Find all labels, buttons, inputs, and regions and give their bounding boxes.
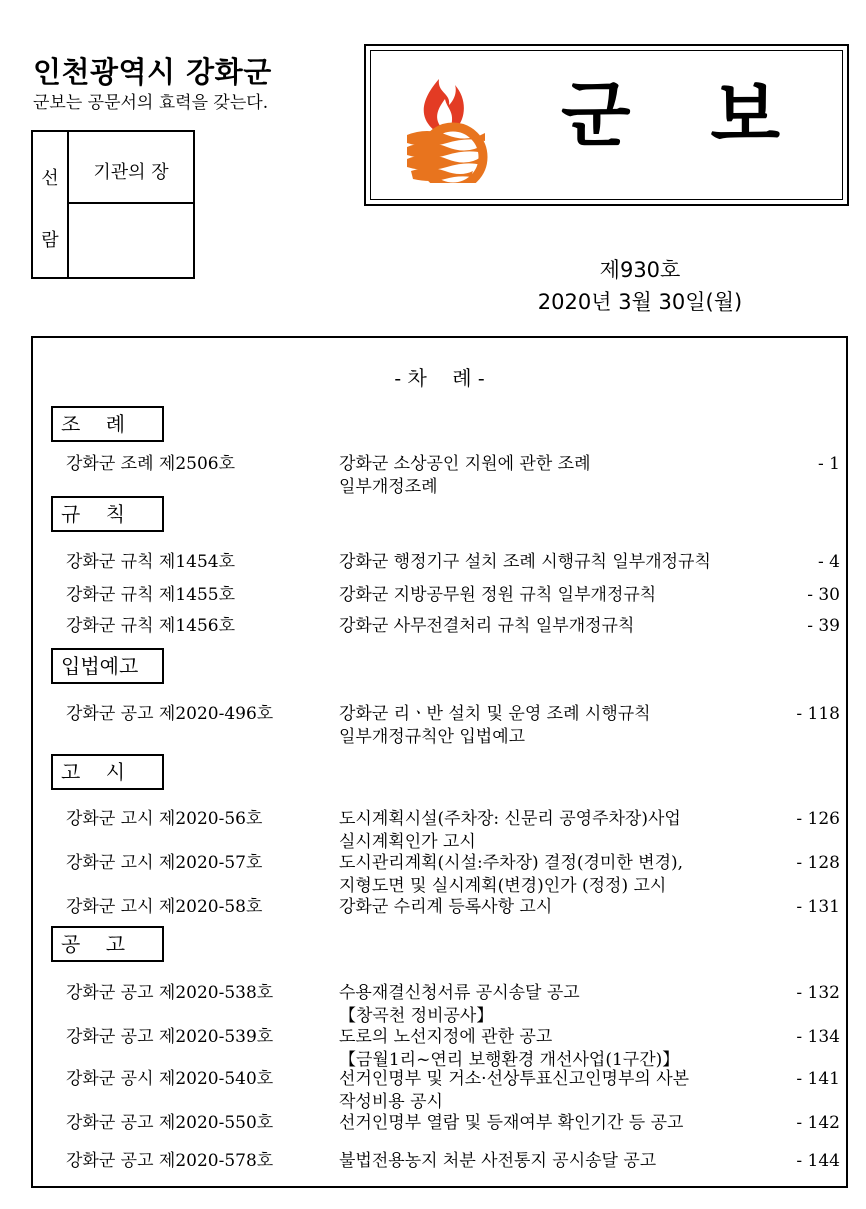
entry-title-line: 강화군 소상공인 지원에 관한 조례 xyxy=(339,454,591,474)
entry-title-line: 도시관리계획(시설:주차장) 결정(경미한 변경), xyxy=(339,853,684,873)
entry-title-line: 일부개정조례 xyxy=(339,477,438,497)
entry-number: 강화군 공고 제2020-578호 xyxy=(66,1151,274,1171)
entry-page: - 126 xyxy=(796,809,840,829)
entry-number: 강화군 고시 제2020-57호 xyxy=(66,853,263,873)
masthead xyxy=(364,44,861,206)
entry-page: - 118 xyxy=(796,704,840,724)
entry-title xyxy=(339,808,779,854)
entry-number: 강화군 규칙 제1454호 xyxy=(66,552,236,572)
entry-number: 강화군 규칙 제1455호 xyxy=(66,585,236,605)
approval-label-seon: 선 xyxy=(41,168,59,189)
issue-number: 제930호 xyxy=(599,258,681,282)
entry-page: - 1 xyxy=(818,454,840,474)
entry-page: - 131 xyxy=(796,897,840,917)
entry-title xyxy=(339,584,779,607)
entry-title xyxy=(339,896,779,919)
entry-title-line: 불법전용농지 처분 사전통지 공시송달 공고 xyxy=(339,1151,657,1171)
entry-title xyxy=(339,1150,779,1173)
entry-title xyxy=(339,852,779,898)
entry-title-line: 실시계획인가 고시 xyxy=(339,832,476,852)
masthead-inner-frame xyxy=(370,50,861,200)
issue-date: 2020년 3월 30일(월) xyxy=(537,290,743,314)
approval-divider xyxy=(69,202,193,204)
entry-page: - 30 xyxy=(807,585,840,605)
entry-title-line: 일부개정규칙안 입법예고 xyxy=(339,727,526,747)
section-heading: 고 시 xyxy=(51,754,164,790)
entry-title-line: 지형도면 및 실시계획(변경)인가 (정정) 고시 xyxy=(339,876,667,896)
entry-page: - 134 xyxy=(796,1027,840,1047)
entry-title-line: 【창곡천 정비공사】 xyxy=(339,1006,494,1026)
approval-label-column xyxy=(33,132,69,277)
section-heading: 공 고 xyxy=(51,926,164,962)
entry-title xyxy=(339,453,779,499)
masthead-title: 군보 xyxy=(561,73,861,157)
entry-title-line: 작성비용 공시 xyxy=(339,1092,443,1112)
entry-title xyxy=(339,982,779,1028)
entry-title-line: 수용재결신청서류 공시송달 공고 xyxy=(339,983,580,1003)
entry-number: 강화군 공시 제2020-540호 xyxy=(66,1069,274,1089)
entry-title-line: 【금월1리~연리 보행환경 개선사업(1구간)】 xyxy=(339,1050,680,1070)
approval-box xyxy=(31,130,195,279)
entry-page: - 142 xyxy=(796,1113,840,1133)
entry-title xyxy=(339,551,779,574)
entry-number: 강화군 고시 제2020-58호 xyxy=(66,897,263,917)
entry-title xyxy=(339,615,779,638)
entry-number: 강화군 조례 제2506호 xyxy=(66,454,236,474)
entry-page: - 141 xyxy=(796,1069,840,1089)
section-heading: 입법예고 xyxy=(51,648,164,684)
entry-number: 강화군 고시 제2020-56호 xyxy=(66,809,263,829)
entry-page: - 39 xyxy=(807,616,840,636)
entry-title-line: 강화군 수리계 등록사항 고시 xyxy=(339,897,553,917)
org-subtitle: 군보는 공문서의 효력을 갖는다. xyxy=(33,93,269,113)
entry-title-line: 도로의 노선지정에 관한 공고 xyxy=(339,1027,553,1047)
org-name: 인천광역시 강화군 xyxy=(33,55,272,89)
table-of-contents xyxy=(31,336,848,1188)
approval-label-ram: 람 xyxy=(41,230,59,251)
entry-title-line: 도시계획시설(주차장: 신문리 공영주차장)사업 xyxy=(339,809,681,829)
section-heading: 규 칙 xyxy=(51,496,164,532)
entry-page: - 4 xyxy=(818,552,840,572)
entry-number: 강화군 공고 제2020-496호 xyxy=(66,704,274,724)
entry-page: - 144 xyxy=(796,1151,840,1171)
entry-page: - 132 xyxy=(796,983,840,1003)
entry-number: 강화군 공고 제2020-539호 xyxy=(66,1027,274,1047)
county-emblem-icon xyxy=(397,71,497,183)
entry-number: 강화군 공고 제2020-550호 xyxy=(66,1113,274,1133)
section-heading: 조 례 xyxy=(51,406,164,442)
entry-number: 강화군 규칙 제1456호 xyxy=(66,616,236,636)
entry-page: - 128 xyxy=(796,853,840,873)
entry-title-line: 강화군 사무전결처리 규칙 일부개정규칙 xyxy=(339,616,635,636)
entry-title xyxy=(339,1068,779,1114)
approval-head-label: 기관의 장 xyxy=(93,162,169,183)
entry-title xyxy=(339,1112,779,1135)
entry-title xyxy=(339,1026,779,1072)
entry-title-line: 선거인명부 열람 및 등재여부 확인기간 등 공고 xyxy=(339,1113,684,1133)
entry-title-line: 강화군 리ㆍ반 설치 및 운영 조례 시행규칙 xyxy=(339,704,651,724)
entry-number: 강화군 공고 제2020-538호 xyxy=(66,983,274,1003)
entry-title-line: 선거인명부 및 거소·선상투표신고인명부의 사본 xyxy=(339,1069,690,1089)
entry-title-line: 강화군 지방공무원 정원 규칙 일부개정규칙 xyxy=(339,585,657,605)
entry-title-line: 강화군 행정기구 설치 조례 시행규칙 일부개정규칙 xyxy=(339,552,711,572)
toc-title: - 차 례 - xyxy=(394,366,485,390)
entry-title xyxy=(339,703,779,749)
